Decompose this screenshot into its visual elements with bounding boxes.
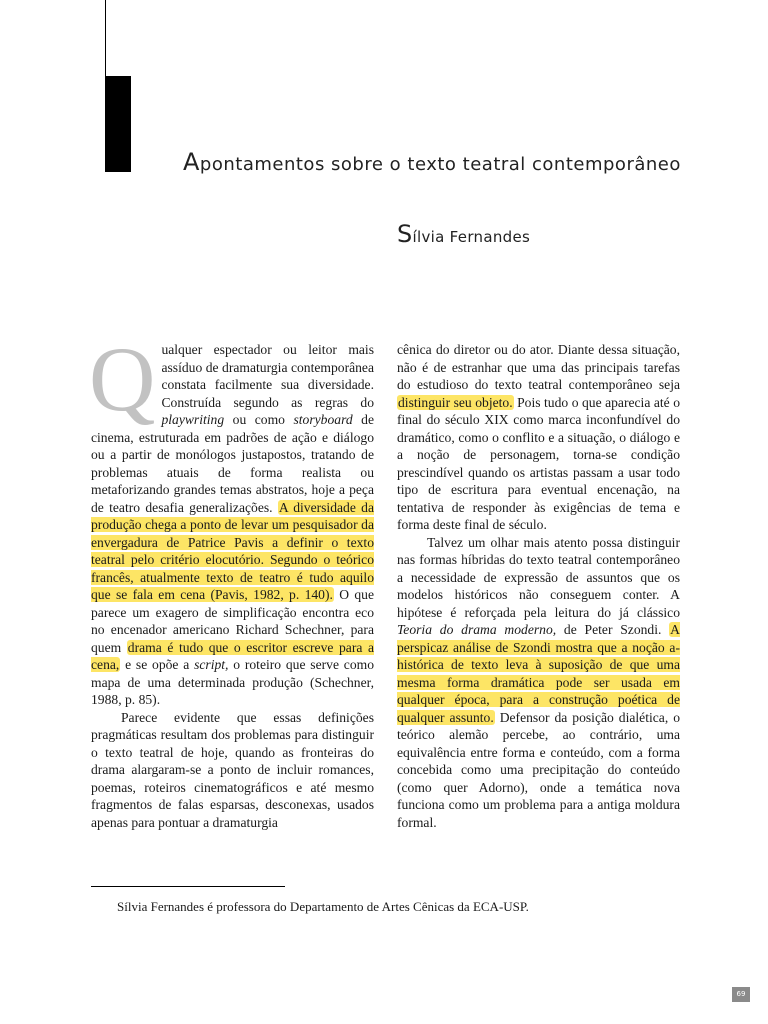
highlighted-text: distinguir seu objeto. — [398, 394, 513, 410]
text-run: o roteiro que serve como mapa de uma determinada produção (Schechner, 1988, p. 85). — [91, 657, 374, 707]
highlighted-text: A diversidade da produção chega a ponto de levar um pesquisador da envergadura de Patrice Pavis a definir o texto teatral pelo critério elocutório. Segundo o teórico francês, atualmente texto de teatro é tudo aquilo que se fala em cena (Pavis, 1982, p. 140). — [91, 499, 374, 602]
text-run: de cinema, estruturada em padrões de ação e diálogo ou a partir de monólogos justapostos, tratando de problemas atuais de forma realista ou metaforizando grandes temas abstratos, hoje a peça de teatro desafia generalizações. — [91, 412, 374, 515]
italic-book-title: Teoria do drama moderno, — [397, 622, 557, 637]
page-number-badge: 69 — [732, 987, 750, 1002]
text-run: ualquer espectador ou leitor mais assíduo de dramaturgia contemporânea constata facilmente sua diversidade. Construída segundo as regras do — [161, 342, 374, 410]
drop-cap: Q — [89, 328, 156, 430]
right-text-column — [397, 341, 680, 831]
author-initial: S — [397, 220, 413, 248]
text-run: Talvez um olhar mais atento possa distinguir nas formas híbridas do texto teatral contemporâneo a necessidade de expressão de assuntos que os modelos históricos não conseguem conter. A hipótese é reforçada pela leitura do já clássico — [397, 534, 680, 620]
left-text-column — [89, 328, 374, 831]
footnote-rule — [91, 886, 285, 887]
decorative-vertical-line — [105, 0, 106, 80]
paragraph: Parece evidente que essas definições pragmáticas resultam dos problemas para distinguir o texto teatral de hoje, quando as fronteiras do drama alargaram-se a ponto de incluir romances, poemas, roteiros cinematográficos e até mesmo fragmentos de falas esparsas, desconexas, usados apenas para pontuar a dramaturgia — [91, 709, 374, 830]
paragraph — [397, 341, 680, 534]
italic-term: script, — [194, 657, 229, 672]
decorative-black-bar — [105, 76, 131, 172]
text-run: cênica do diretor ou do ator. Diante dessa situação, não é de estranhar que uma das principais tarefas do estudioso do texto teatral contemporâneo seja — [397, 342, 680, 392]
title-initial: A — [183, 148, 200, 176]
text-run: de Peter Szondi. — [556, 622, 670, 637]
italic-term: storyboard — [293, 412, 353, 427]
paragraph — [89, 328, 374, 709]
paragraph — [397, 534, 680, 832]
highlighted-text: A perspicaz análise de Szondi mostra que a noção a-histórica de texto leva à suposição de que uma mesma forma dramática pode ser usada em qualquer época, para a construção poética de qualquer assunto. — [397, 622, 680, 725]
title-rest: pontamentos sobre o texto teatral contemporâneo — [199, 154, 681, 175]
text-run: e se opõe a — [120, 657, 195, 672]
article-author — [397, 220, 530, 248]
highlighted-text: drama é tudo que o escritor escreve para a cena, — [91, 639, 374, 672]
text-run: Pois tudo o que aparecia até o final do século XIX como marca inconfundível do dramático, como o conflito e a situação, o diálogo e a noção de personagem, torna-se condição prescindível quando os artistas passam a usar todo tipo de escritura para eventual encenação, na tentativa de responder às exigências de tema e forma deste final de século. — [397, 394, 681, 532]
footnote: Sílvia Fernandes é professora do Departamento de Artes Cênicas da ECA-USP. — [117, 899, 529, 914]
text-run: Defensor da posição dialética, o teórico alemão percebe, ao contrário, uma equivalência entre forma e conteúdo, com a forma concebida como uma precipitação do conteúdo (como quer Adorno), onde a temática nova funciona como um problema para a antiga moldura formal. — [397, 709, 680, 830]
text-run: ou como — [224, 412, 294, 427]
article-title — [183, 148, 681, 176]
italic-term: playwriting — [161, 412, 225, 427]
text-run: O que parece um exagero de simplificação encontra eco no encenador americano Richard Schechner, para quem — [91, 587, 374, 655]
author-rest: ílvia Fernandes — [412, 228, 531, 246]
